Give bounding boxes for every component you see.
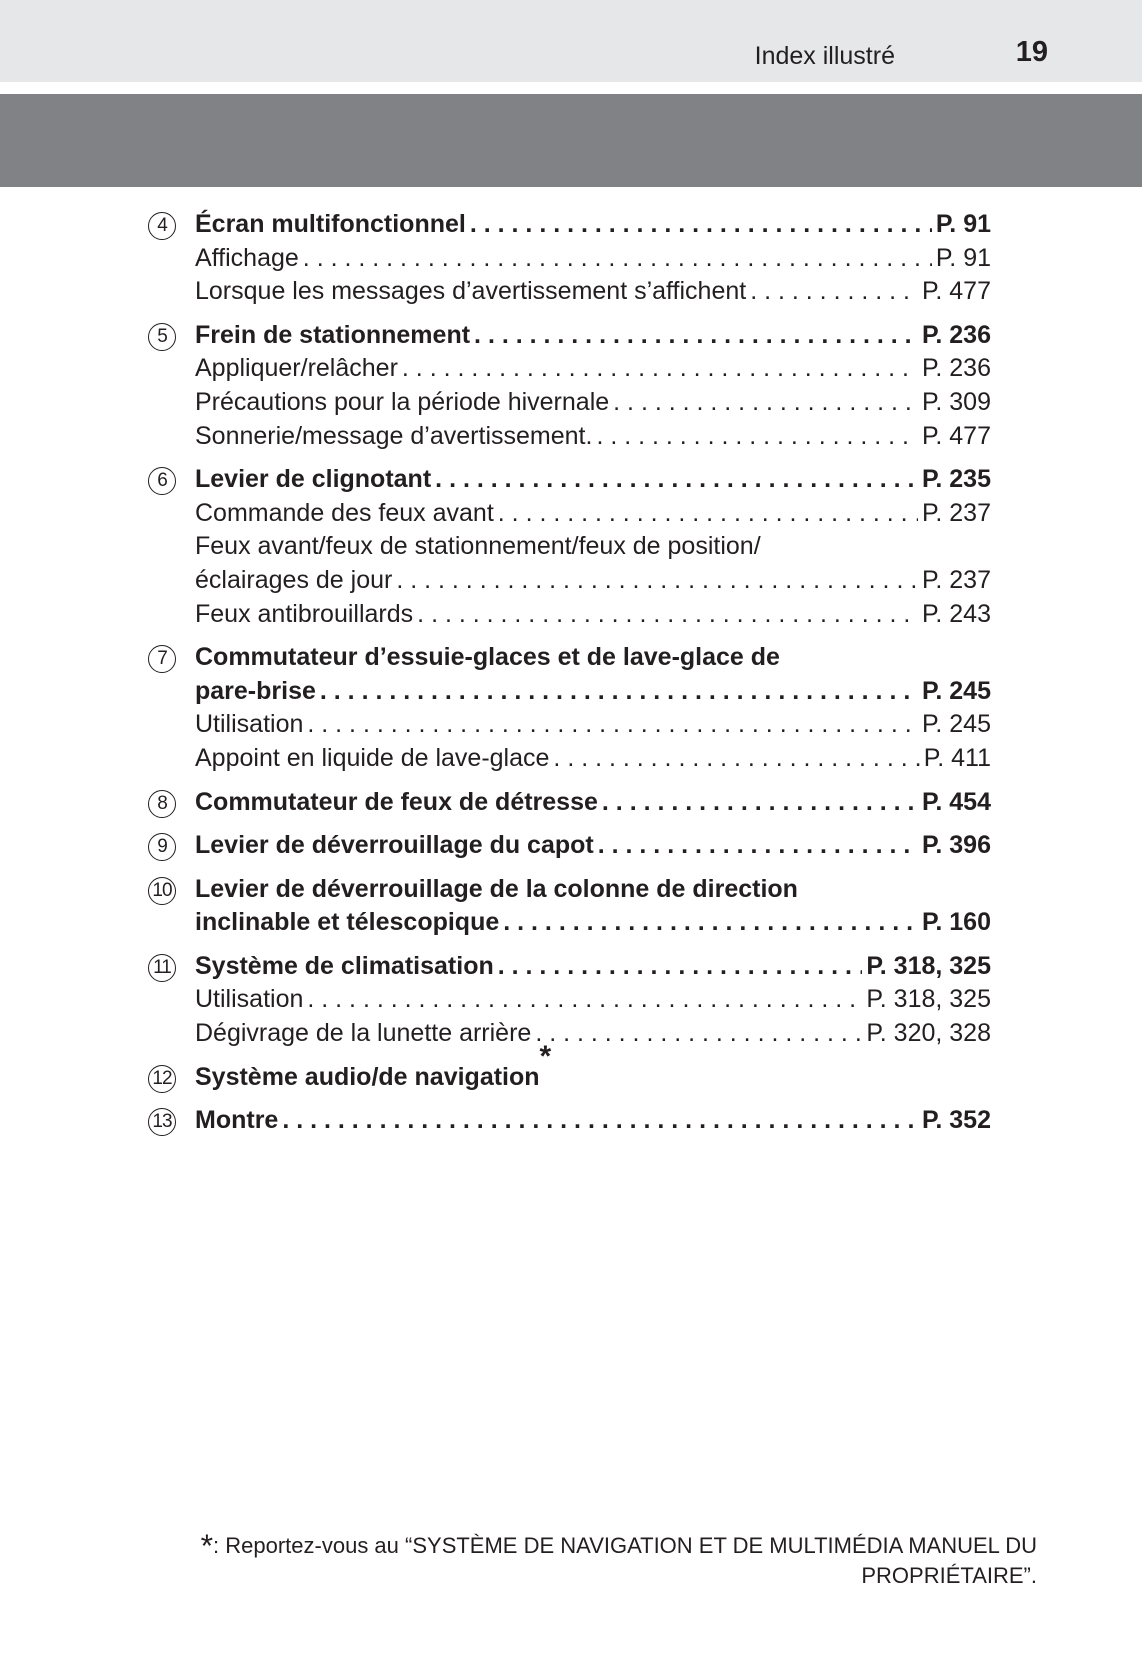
sub-entry-row — [148, 564, 991, 598]
entry-line — [195, 829, 991, 863]
dot-leader — [470, 208, 932, 242]
entry-label: Appliquer/relâcher — [195, 354, 398, 383]
page-number: 19 — [1015, 36, 1048, 68]
entry-label: Levier de déverrouillage du capot — [195, 831, 594, 860]
section-title: Index illustré — [754, 42, 895, 70]
page-reference: P. 245 — [921, 710, 991, 739]
page-reference: P. 352 — [921, 1106, 991, 1135]
entry-row — [148, 319, 991, 353]
entry-line — [195, 530, 991, 564]
index-entry — [148, 873, 991, 940]
entry-label: Système audio/de navigation — [195, 1062, 540, 1091]
dot-leader — [598, 829, 918, 863]
entry-line — [195, 275, 991, 309]
entry-label: Système de climatisation — [195, 951, 494, 980]
header-bar — [0, 94, 1142, 187]
entry-line — [195, 386, 991, 420]
entry-label: Levier de déverrouillage de la colonne de direction — [195, 874, 798, 903]
circled-number: 12 — [148, 1065, 176, 1093]
page-reference: P. 318, 325 — [866, 985, 991, 1014]
page-reference: P. 396 — [921, 831, 991, 860]
page-reference: P. 318, 325 — [866, 951, 991, 980]
entry-label: Lorsque les messages d’avertissement s’affichent — [195, 277, 747, 306]
entry-row — [148, 873, 991, 907]
page-reference: P. 243 — [921, 599, 991, 628]
entry-label: Affichage — [195, 243, 299, 272]
entry-label: pare-brise — [195, 676, 316, 705]
circled-number: 13 — [148, 1108, 176, 1136]
dot-leader — [396, 564, 918, 598]
entry-line — [195, 420, 991, 454]
entry-line — [195, 983, 991, 1017]
entry-line — [195, 497, 991, 531]
dot-leader — [435, 463, 918, 497]
index-entry — [148, 208, 991, 309]
entry-label: Sonnerie/message d’avertissement. — [195, 421, 593, 450]
sub-entry-row — [148, 386, 991, 420]
index-entry — [148, 1039, 991, 1095]
dot-leader — [307, 708, 918, 742]
entry-label: Feux avant/feux de stationnement/feux de position/ — [195, 532, 761, 561]
entry-label: Précautions pour la période hivernale — [195, 387, 610, 416]
sub-entry-row — [148, 530, 991, 564]
sub-entry-row — [148, 497, 991, 531]
page-reference: P. 91 — [935, 210, 991, 238]
dot-leader — [402, 352, 918, 386]
page-reference: P. 237 — [921, 565, 991, 594]
entry-line — [195, 786, 991, 820]
entry-row — [148, 829, 991, 863]
entry-label: Appoint en liquide de lave-glace — [195, 743, 550, 772]
index-entry — [148, 950, 991, 1051]
entry-label: Montre — [195, 1106, 279, 1135]
entry-line — [195, 319, 991, 353]
index-entry — [148, 829, 991, 863]
entry-label: Utilisation — [195, 710, 304, 739]
dot-leader — [417, 598, 918, 632]
sub-entry-row — [148, 275, 991, 309]
circled-number: 11 — [148, 954, 176, 982]
index-entry — [148, 786, 991, 820]
index-entry — [148, 463, 991, 631]
dot-leader — [320, 675, 918, 709]
dot-leader — [498, 497, 918, 531]
dot-leader — [503, 906, 918, 940]
page-reference: P. 320, 328 — [866, 1019, 991, 1048]
index-entry — [148, 641, 991, 775]
sub-entry-row — [148, 742, 991, 776]
dot-leader — [303, 242, 932, 276]
sub-entry-row — [148, 983, 991, 1017]
sub-entry-row — [148, 420, 991, 454]
sub-entry-row — [148, 708, 991, 742]
entry-line — [195, 463, 991, 497]
circled-number: 5 — [148, 323, 176, 351]
entry-row — [148, 641, 991, 675]
circled-number: 8 — [148, 790, 176, 818]
sub-entry-row — [148, 1017, 991, 1051]
page-reference: P. 160 — [921, 908, 991, 937]
circled-number: 6 — [148, 467, 176, 495]
dot-leader — [474, 319, 918, 353]
footnote-line-2: PROPRIÉTAIRE”. — [861, 1563, 1037, 1588]
page-reference: P. 245 — [921, 676, 991, 705]
page-reference: P. 411 — [923, 743, 991, 772]
circled-number: 7 — [148, 645, 176, 673]
page-reference: P. 236 — [921, 354, 991, 383]
entry-line — [195, 564, 991, 598]
entry-line — [195, 708, 991, 742]
entry-label: inclinable et télescopique — [195, 908, 500, 937]
entry-label: Commutateur d’essuie-glaces et de lave-glace de — [195, 643, 780, 672]
index-list — [148, 208, 991, 1148]
entry-line — [195, 598, 991, 632]
footnote-text-1: : Reportez-vous au “SYSTÈME DE NAVIGATION ET DE MULTIMÉDIA MANUEL DU — [213, 1533, 1037, 1558]
circled-number: 4 — [148, 212, 176, 240]
dot-leader — [602, 786, 918, 820]
dot-leader — [553, 742, 919, 776]
page-reference: P. 236 — [921, 320, 991, 349]
entry-row — [148, 675, 991, 709]
dot-leader — [282, 1104, 918, 1138]
entry-row — [148, 786, 991, 820]
page-reference: P. 454 — [921, 787, 991, 816]
entry-label: Utilisation — [195, 985, 304, 1014]
header-gap — [0, 82, 1142, 94]
entry-row — [148, 463, 991, 497]
entry-line — [195, 742, 991, 776]
entry-row — [148, 1039, 991, 1095]
dot-leader — [535, 1017, 862, 1051]
entry-label: éclairages de jour — [195, 565, 393, 594]
entry-label: Commande des feux avant — [195, 498, 494, 527]
footnote-line-1 — [117, 1527, 1037, 1564]
page-reference: P. 309 — [921, 387, 991, 416]
circled-number: 9 — [148, 833, 176, 861]
dot-leader — [596, 420, 918, 454]
page-reference: P. 477 — [921, 277, 991, 306]
entry-label: Levier de clignotant — [195, 465, 432, 494]
circled-number: 10 — [148, 877, 176, 905]
footnote-marker: * — [539, 1039, 552, 1073]
sub-entry-row — [148, 598, 991, 632]
page-reference: P. 235 — [921, 465, 991, 494]
index-entry — [148, 1104, 991, 1138]
page-reference: P. 91 — [935, 243, 991, 272]
entry-line — [195, 675, 991, 709]
entry-label: Dégivrage de la lunette arrière — [195, 1019, 532, 1048]
entry-label: Commutateur de feux de détresse — [195, 787, 598, 816]
entry-label: Écran multifonctionnel — [195, 210, 466, 238]
entry-row — [148, 906, 991, 940]
dot-leader — [750, 275, 918, 309]
entry-line — [195, 873, 991, 907]
sub-entry-row — [148, 242, 991, 276]
header-band — [0, 0, 1142, 82]
entry-line — [195, 950, 991, 984]
entry-label: Frein de stationnement — [195, 320, 471, 349]
entry-line — [195, 1017, 991, 1051]
page-reference: P. 477 — [921, 421, 991, 450]
sub-entry-row — [148, 352, 991, 386]
entry-row — [148, 208, 991, 242]
footnote — [117, 1527, 1037, 1591]
index-entry — [148, 319, 991, 453]
entry-row — [148, 1104, 991, 1138]
page-reference: P. 237 — [921, 498, 991, 527]
entry-line — [195, 208, 991, 242]
entry-line — [195, 641, 991, 675]
entry-line — [195, 1039, 991, 1095]
entry-row — [148, 950, 991, 984]
dot-leader — [613, 386, 918, 420]
dot-leader — [307, 983, 862, 1017]
footnote-asterisk: * — [200, 1528, 214, 1564]
entry-line — [195, 1104, 991, 1138]
entry-line — [195, 242, 991, 276]
entry-label: Feux antibrouillards — [195, 599, 414, 628]
dot-leader — [498, 950, 863, 984]
entry-line — [195, 906, 991, 940]
entry-line — [195, 352, 991, 386]
